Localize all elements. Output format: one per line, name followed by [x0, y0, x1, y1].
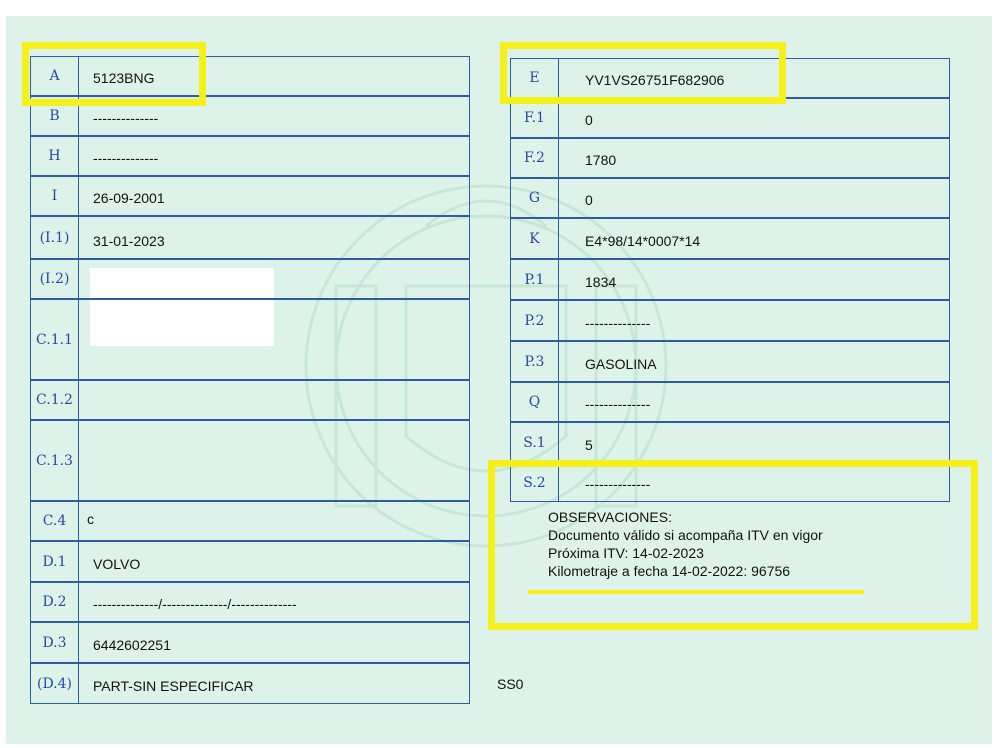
field-code: H — [31, 137, 79, 175]
field-code: S.1 — [511, 423, 559, 462]
field-value: VOLVO — [93, 556, 141, 572]
field-row-c4 — [30, 501, 470, 541]
field-code: D.2 — [31, 583, 79, 621]
field-code: G — [511, 179, 559, 217]
observations-line: Documento válido si acompaña ITV en vigor — [548, 527, 823, 543]
field-value: GASOLINA — [585, 356, 657, 372]
highlight-box-observations — [488, 460, 978, 630]
field-value: -------------- — [93, 110, 159, 126]
field-code: (I.1) — [31, 217, 79, 258]
field-value: 5 — [585, 437, 593, 453]
field-row-d2 — [30, 582, 470, 622]
field-code: (I.2) — [31, 260, 79, 298]
field-code: F.2 — [511, 139, 559, 177]
field-code: A — [31, 57, 79, 95]
field-code: D.3 — [31, 623, 79, 662]
field-row-g — [510, 178, 950, 218]
observations-title: OBSERVACIONES: — [548, 509, 672, 525]
field-row-d3 — [30, 622, 470, 663]
field-row-c12 — [30, 380, 470, 420]
field-value: -------------- — [585, 476, 651, 492]
field-row-i — [30, 176, 470, 216]
field-code: P.2 — [511, 301, 559, 340]
field-code: C.4 — [31, 502, 79, 540]
right-field-table — [510, 58, 950, 502]
field-row-q — [510, 382, 950, 422]
field-value: 0 — [585, 112, 593, 128]
field-value: c — [87, 511, 94, 527]
field-value: 26-09-2001 — [93, 190, 165, 206]
field-value: -------------- — [585, 396, 651, 412]
highlight-box-plate — [22, 42, 206, 106]
observations-line: Próxima ITV: 14-02-2023 — [548, 545, 704, 561]
field-value: 6442602251 — [93, 637, 171, 653]
field-row-c13 — [30, 420, 470, 501]
field-row-f1 — [510, 98, 950, 138]
field-code: B — [31, 97, 79, 135]
field-row-h — [30, 136, 470, 176]
observations-line: Kilometraje a fecha 14-02-2022: 96756 — [548, 563, 791, 579]
field-row-d1 — [30, 541, 470, 582]
field-value: PART-SIN ESPECIFICAR — [93, 678, 254, 694]
field-code: (D.4) — [31, 664, 79, 703]
field-code: D.1 — [31, 542, 79, 581]
field-row-c11 — [30, 299, 470, 380]
field-row-f2 — [510, 138, 950, 178]
field-code: Q — [511, 383, 559, 421]
field-value: -------------- — [93, 150, 159, 166]
field-value: YV1VS26751F682906 — [585, 72, 725, 88]
field-row-d4 — [30, 663, 470, 704]
field-value: E4*98/14*0007*14 — [585, 233, 701, 249]
left-field-table — [30, 56, 470, 704]
field-code: C.1.3 — [31, 421, 79, 500]
field-code: P.3 — [511, 342, 559, 381]
field-row-p1 — [510, 259, 950, 300]
field-row-p2 — [510, 300, 950, 341]
field-value: 1780 — [585, 152, 617, 168]
field-code: C.1.2 — [31, 381, 79, 419]
field-value: 0 — [585, 192, 593, 208]
field-code: S.2 — [511, 464, 559, 501]
field-value: 1834 — [585, 274, 617, 290]
field-row-i1 — [30, 216, 470, 259]
field-value: --------------/--------------/-------------- — [93, 596, 297, 612]
highlight-box-vin — [500, 42, 786, 104]
field-value: 5123BNG — [93, 70, 155, 86]
field-code: K — [511, 219, 559, 258]
field-row-k — [510, 218, 950, 259]
field-code: E — [511, 59, 559, 97]
field-code: P.1 — [511, 260, 559, 299]
field-value: -------------- — [585, 315, 651, 331]
field-code: C.1.1 — [31, 300, 79, 379]
field-row-p3 — [510, 341, 950, 382]
field-value: 31-01-2023 — [93, 233, 165, 249]
field-code: F.1 — [511, 99, 559, 137]
field-code: I — [31, 177, 79, 215]
field-row-i2 — [30, 259, 470, 299]
field-row-s1 — [510, 422, 950, 463]
footer-code: SS0 — [497, 676, 524, 692]
